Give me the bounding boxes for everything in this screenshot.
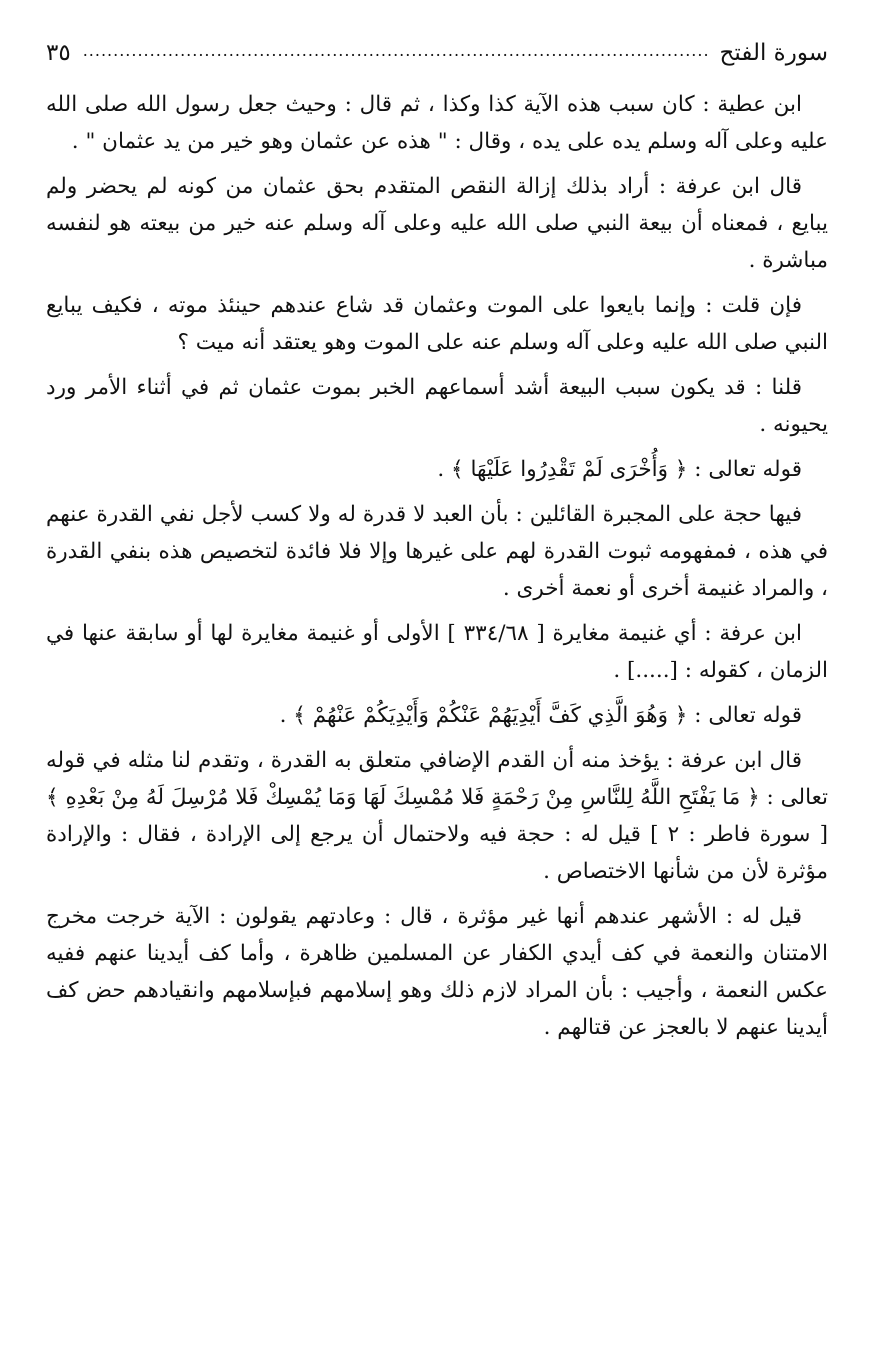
header-dotted-leader — [81, 41, 710, 60]
paragraph-5-verse: قوله تعالى : ﴿ وَأُخْرَى لَمْ تَقْدِرُوا عَلَيْهَا ﴾ . — [437, 457, 802, 482]
paragraph-8-verse: قوله تعالى : ﴿ وَهُوَ الَّذِي كَفَّ أَيْدِيَهُمْ عَنْكُمْ وَأَيْدِيَكُمْ عَنْهُمْ ﴾ . — [279, 703, 802, 728]
page-body — [46, 86, 828, 1046]
paragraph-10: قيل له : الأشهر عندهم أنها غير مؤثرة ، قال : وعادتهم يقولون : الآية خرجت مخرج الامتنان والنعمة في كف أيدي الكفار عن المسلمين ظاهرة ، وأما كف أيدينا عنهم ففيه عكس النعمة ، وأجيب : بأن المراد لازم ذلك وهو إسلامهم فبإسلامهم وانقيادهم حض كف أيدينا عنهم لا بالعجز عن قتالهم . — [46, 904, 828, 1040]
paragraph-1: ابن عطية : كان سبب هذه الآية كذا وكذا ، ثم قال : وحيث جعل رسول الله صلى الله عليه وعلى آله وسلم يده على يده ، وقال : " هذه عن عثمان وهو خير من يد عثمان " . — [46, 92, 828, 154]
paragraph-7: ابن عرفة : أي غنيمة مغايرة [ ٣٣٤/٦٨ ] الأولى أو غنيمة مغايرة لها أو سابقة عنها في الزمان ، كقوله : [.....] . — [46, 621, 828, 683]
paragraph-9: قال ابن عرفة : يؤخذ منه أن القدم الإضافي متعلق به القدرة ، وتقدم لنا مثله في قوله تعالى : ﴿ مَا يَفْتَحِ اللَّهُ لِلنَّاسِ مِنْ رَحْمَةٍ فَلا مُمْسِكَ لَهَا وَمَا يُمْسِكْ فَلا مُرْسِلَ لَهُ مِنْ بَعْدِهِ ﴾[ سورة فاطر : ٢ ] قيل له : حجة فيه ولاحتمال أن يرجع إلى الإرادة ، فقال : والإرادة مؤثرة لأن من شأنها الاختصاص . — [46, 748, 828, 884]
page-number: ٣٥ — [46, 40, 71, 66]
book-page — [46, 40, 828, 1054]
paragraph-3: فإن قلت : وإنما بايعوا على الموت وعثمان قد شاع عندهم حينئذ موته ، فكيف يبايع النبي صلى الله عليه وعلى آله وسلم عنه على الموت وهو يعتقد أنه ميت ؟ — [46, 293, 828, 355]
paragraph-4: قلنا : قد يكون سبب البيعة أشد أسماعهم الخبر بموت عثمان ثم في أثناء الأمر ورد يحيونه . — [46, 375, 828, 437]
page-header — [46, 40, 828, 86]
surah-title: سورة الفتح — [719, 40, 828, 66]
paragraph-6: فيها حجة على المجبرة القائلين : بأن العبد لا قدرة له ولا كسب لأجل نفي القدرة عنهم في هذه ، فمفهومه ثبوت القدرة لهم على غيرها وإلا فلا فائدة لتخصيص هذه بنفي القدرة ، والمراد غنيمة أخرى أو نعمة أخرى . — [46, 502, 828, 601]
paragraph-2: قال ابن عرفة : أراد بذلك إزالة النقص المتقدم بحق عثمان من كونه لم يحضر ولم يبايع ، فمعناه أن بيعة النبي صلى الله عليه وعلى آله وسلم عنه خير من بيعته هو لنفسه مباشرة . — [46, 174, 828, 273]
